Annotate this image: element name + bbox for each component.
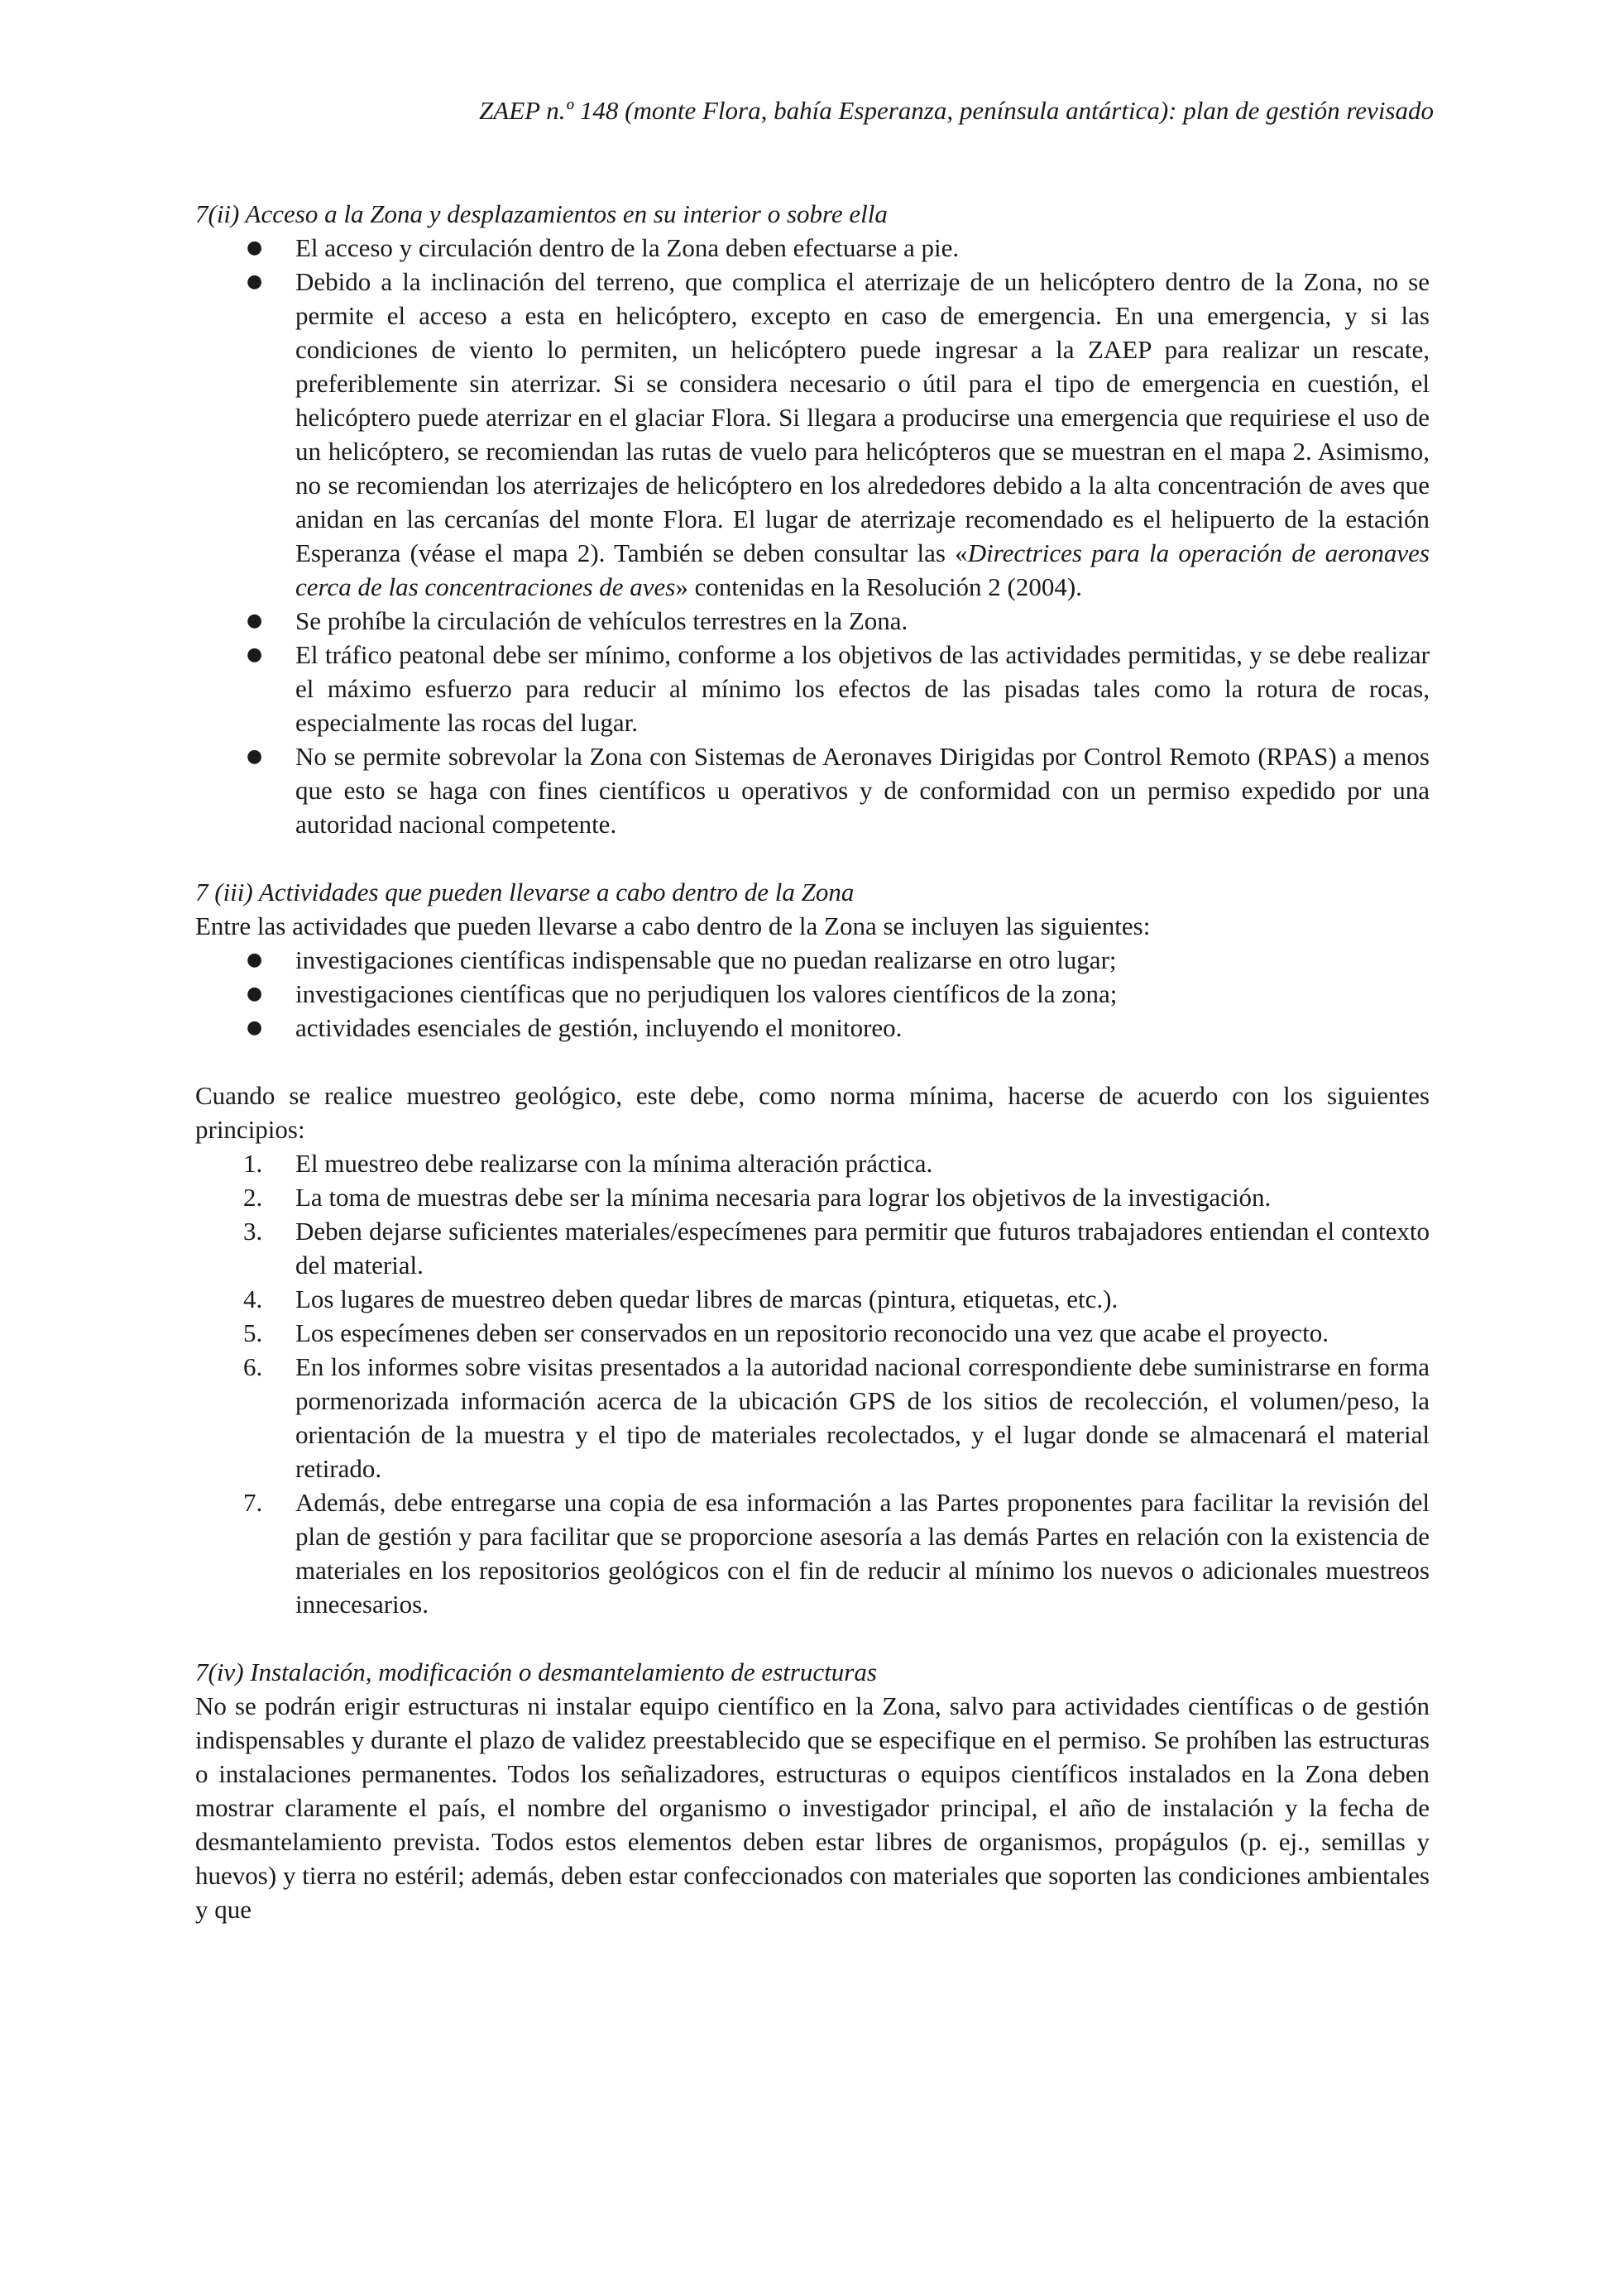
running-header: ZAEP n.º 148 (monte Flora, bahía Esperanza, península antártica): plan de gestión revisado: [479, 96, 1434, 125]
section-heading-access: 7(ii) Acceso a la Zona y desplazamientos en su interior o sobre ella: [195, 199, 888, 228]
activities-bullet-research: ● investigaciones científicas indispensable que no puedan realizarse en otro lugar;: [195, 943, 1430, 977]
section-activities: [195, 875, 1430, 1621]
principle-number: 1.: [243, 1149, 263, 1178]
guidelines-title: Directrices para la operación de aeronaves cerca de las concentraciones de aves: [295, 538, 1430, 601]
principle-number: 4.: [243, 1284, 263, 1313]
principle-text: La toma de muestras debe ser la mínima necesaria para lograr los objetivos de la investigación.: [295, 1183, 1272, 1212]
section-access: [195, 197, 1430, 841]
principle-number: 5.: [243, 1318, 263, 1347]
access-bullet-helicopter-text: Debido a la inclinación del terreno, que complica el aterrizaje de un helicóptero dentro de la Zona, no se permite el acceso a esta en helicóptero, excepto en caso de emergencia. En una emergencia, y si las condiciones de viento lo permiten, un helicóptero puede ingresar a la ZAEP para realizar un rescate, preferiblemente sin aterrizar. Si se considera necesario o útil para el tipo de emergencia en cuestión, el helicóptero puede aterrizar en el glaciar Flora. Si llegara a producirse una emergencia que requiriese el uso de un helicóptero, se recomiendan las rutas de vuelo para helicópteros que se muestran en el mapa 2. Asimismo, no se recomiendan los aterrizajes de helicóptero en los alrededores debido a la alta concentración de aves que anidan en las cercanías del monte Flora. El lugar de aterrizaje recomendado es el helipuerto de la estación Esperanza (véase el mapa 2). También se deben consultar las «: [295, 267, 1430, 567]
activities-bullet-research-values: ● investigaciones científicas que no perjudiquen los valores científicos de la zona;: [195, 977, 1430, 1011]
principle-item: [195, 1316, 1430, 1350]
access-bullet-rpas: ● No se permite sobrevolar la Zona con Sistemas de Aeronaves Dirigidas por Control Remoto (RPAS) a menos que esto se haga con fines científicos u operativos y de conformidad con un permiso expedido por una autoridad nacional competente.: [195, 739, 1430, 841]
sampling-principles-list: [195, 1146, 1430, 1621]
access-bullet-helicopter-text-end: » contenidas en la Resolución 2 (2004).: [675, 572, 1082, 601]
principle-text: Además, debe entregarse una copia de esa información a las Partes proponentes para facilitar la revisión del plan de gestión y para facilitar que se proporcione asesoría a las demás Partes en relación con la existencia de materiales en los repositorios geológicos con el fin de reducir al mínimo los nuevos o adicionales muestreos innecesarios.: [295, 1488, 1430, 1619]
access-bullet-list: [195, 231, 1430, 841]
principle-text: Deben dejarse suficientes materiales/especímenes para permitir que futuros trabajadores entiendan el contexto del material.: [295, 1217, 1430, 1280]
access-bullet-pedestrian: ● El tráfico peatonal debe ser mínimo, conforme a los objetivos de las actividades permitidas, y se debe realizar el máximo esfuerzo para reducir al mínimo los efectos de las pisadas tales como la rotura de rocas, especialmente las rocas del lugar.: [195, 638, 1430, 739]
principle-number: 2.: [243, 1183, 263, 1212]
principle-number: 7.: [243, 1488, 263, 1517]
principle-text: El muestreo debe realizarse con la mínima alteración práctica.: [295, 1149, 933, 1178]
access-bullet-vehicles: ● Se prohíbe la circulación de vehículos terrestres en la Zona.: [195, 604, 1430, 638]
access-bullet-walking: ● El acceso y circulación dentro de la Zona deben efectuarse a pie.: [195, 231, 1430, 265]
section-structures: [195, 1655, 1430, 1926]
principle-number: 6.: [243, 1352, 263, 1381]
principle-item: [195, 1485, 1430, 1621]
document-body: [195, 197, 1430, 1960]
activities-bullet-list: [195, 943, 1430, 1045]
sampling-intro: Cuando se realice muestreo geológico, este debe, como norma mínima, hacerse de acuerdo con los siguientes principios:: [195, 1081, 1430, 1144]
principle-number: 3.: [243, 1217, 263, 1246]
principle-item: [195, 1180, 1430, 1214]
structures-body: No se podrán erigir estructuras ni instalar equipo científico en la Zona, salvo para actividades científicas o de gestión indispensables y durante el plazo de validez preestablecido que se especifique en el permiso. Se prohíben las estructuras o instalaciones permanentes. Todos los señalizadores, estructuras o equipos científicos instalados en la Zona deben mostrar claramente el país, el nombre del organismo o investigador principal, el año de instalación y la fecha de desmantelamiento prevista. Todos estos elementos deben estar libres de organismos, propágulos (p. ej., semillas y huevos) y tierra no estéril; además, deben estar confeccionados con materiales que soporten las condiciones ambientales y que: [195, 1691, 1430, 1924]
section-heading-structures: 7(iv) Instalación, modificación o desmantelamiento de estructuras: [195, 1657, 877, 1686]
principle-text: Los especímenes deben ser conservados en un repositorio reconocido una vez que acabe el proyecto.: [295, 1318, 1329, 1347]
section-heading-activities: 7 (iii) Actividades que pueden llevarse a cabo dentro de la Zona: [195, 878, 855, 906]
principle-item: [195, 1282, 1430, 1316]
principle-text: En los informes sobre visitas presentados a la autoridad nacional correspondiente debe suministrarse en forma pormenorizada información acerca de la ubicación GPS de los sitios de recolección, el volumen/peso, la orientación de la muestra y el tipo de materiales recolectados, y el lugar donde se almacenará el material retirado.: [295, 1352, 1430, 1483]
activities-intro: Entre las actividades que pueden llevarse a cabo dentro de la Zona se incluyen las siguientes:: [195, 911, 1151, 940]
paragraph-spacer: [195, 1045, 1430, 1079]
access-bullet-helicopter: [195, 265, 1430, 604]
principle-item: [195, 1350, 1430, 1485]
activities-bullet-management: ● actividades esenciales de gestión, incluyendo el monitoreo.: [195, 1011, 1430, 1045]
principle-item: [195, 1146, 1430, 1180]
principle-item: [195, 1214, 1430, 1282]
principle-text: Los lugares de muestreo deben quedar libres de marcas (pintura, etiquetas, etc.).: [295, 1284, 1119, 1313]
